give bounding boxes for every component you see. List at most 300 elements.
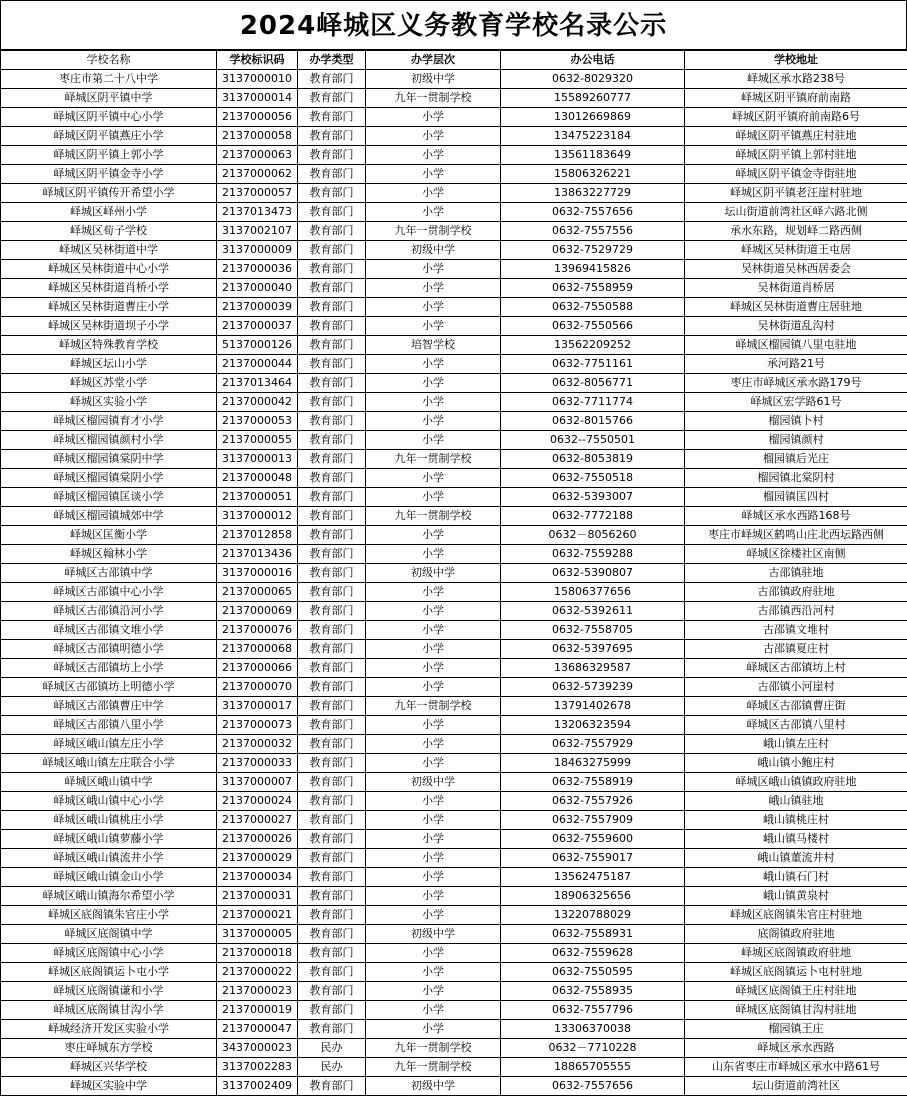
cell-school-level: 初级中学: [366, 70, 501, 89]
cell-school-name: 峄城区吴林街道中学: [1, 241, 217, 260]
cell-phone: 0632－8056260: [501, 526, 685, 545]
cell-school-level: 小学: [366, 393, 501, 412]
cell-school-type: 教育部门: [298, 1077, 366, 1096]
cell-school-code: 2137000056: [217, 108, 298, 127]
cell-school-type: 教育部门: [298, 564, 366, 583]
cell-school-type: 教育部门: [298, 222, 366, 241]
cell-address: 峄城区吴林街道王屯居: [685, 241, 907, 260]
cell-school-name: 峄城区古邵镇中学: [1, 564, 217, 583]
cell-school-name: 峄城区阴平镇金寺小学: [1, 165, 217, 184]
cell-phone: 0632-7557796: [501, 1001, 685, 1020]
cell-school-level: 九年一贯制学校: [366, 1039, 501, 1058]
table-row: [1, 602, 907, 621]
cell-address: 峄城区古邵镇坊上村: [685, 659, 907, 678]
cell-school-type: 教育部门: [298, 678, 366, 697]
cell-phone: 0632-5739239: [501, 678, 685, 697]
cell-school-name: 峄城区坛山小学: [1, 355, 217, 374]
cell-school-code: 3137000017: [217, 697, 298, 716]
cell-school-type: 教育部门: [298, 488, 366, 507]
table-row: [1, 621, 907, 640]
cell-address: 榴园镇北棠阴村: [685, 469, 907, 488]
cell-address: 峨山镇董流井村: [685, 849, 907, 868]
cell-school-code: 2137000029: [217, 849, 298, 868]
cell-school-type: 教育部门: [298, 944, 366, 963]
cell-school-code: 2137000033: [217, 754, 298, 773]
cell-school-name: 枣庄市第二十八中学: [1, 70, 217, 89]
cell-phone: 13791402678: [501, 697, 685, 716]
cell-school-type: 教育部门: [298, 1020, 366, 1039]
cell-school-type: 教育部门: [298, 982, 366, 1001]
cell-school-name: 峄城区荀子学校: [1, 222, 217, 241]
cell-school-code: 2137000021: [217, 906, 298, 925]
cell-school-name: 峄城区底阁镇甘沟小学: [1, 1001, 217, 1020]
table-row: [1, 564, 907, 583]
cell-address: 峨山镇马楼村: [685, 830, 907, 849]
cell-address: 峄城区底阁镇运卜屯村驻地: [685, 963, 907, 982]
cell-school-type: 教育部门: [298, 260, 366, 279]
cell-school-type: 教育部门: [298, 298, 366, 317]
cell-school-code: 2137012858: [217, 526, 298, 545]
cell-school-type: 教育部门: [298, 640, 366, 659]
table-row: [1, 944, 907, 963]
cell-address: 峄城区底阁镇王庄村驻地: [685, 982, 907, 1001]
cell-school-code: 2137000039: [217, 298, 298, 317]
cell-school-code: 2137000057: [217, 184, 298, 203]
header-school-type: 办学类型: [298, 51, 366, 70]
cell-address: 榴园镇卜村: [685, 412, 907, 431]
cell-school-name: 峄城区峨山镇中心小学: [1, 792, 217, 811]
cell-school-code: 3137000010: [217, 70, 298, 89]
cell-school-level: 小学: [366, 963, 501, 982]
cell-school-type: 教育部门: [298, 583, 366, 602]
cell-school-name: 峄城区榴园镇匡谈小学: [1, 488, 217, 507]
cell-school-code: 2137000070: [217, 678, 298, 697]
cell-school-code: 2137013436: [217, 545, 298, 564]
cell-phone: 18865705555: [501, 1058, 685, 1077]
cell-school-name: 峄城区峨山镇中学: [1, 773, 217, 792]
cell-school-code: 3137000009: [217, 241, 298, 260]
cell-school-level: 小学: [366, 583, 501, 602]
table-row: [1, 1001, 907, 1020]
cell-phone: 0632-7529729: [501, 241, 685, 260]
cell-address: 古邵镇西沿河村: [685, 602, 907, 621]
cell-phone: 18906325656: [501, 887, 685, 906]
cell-school-level: 小学: [366, 1001, 501, 1020]
cell-school-code: 3137002107: [217, 222, 298, 241]
cell-address: 峄城区承水路238号: [685, 70, 907, 89]
cell-address: 峨山镇左庄村: [685, 735, 907, 754]
cell-school-name: 峄城区阴平镇中学: [1, 89, 217, 108]
cell-school-level: 小学: [366, 279, 501, 298]
cell-school-name: 峄城区匡衡小学: [1, 526, 217, 545]
cell-school-type: 教育部门: [298, 621, 366, 640]
cell-address: 峄城区古邵镇曹庄街: [685, 697, 907, 716]
cell-school-level: 小学: [366, 830, 501, 849]
cell-school-level: 小学: [366, 754, 501, 773]
cell-school-code: 2137000073: [217, 716, 298, 735]
cell-address: 吴林街道吴林西居委会: [685, 260, 907, 279]
cell-school-code: 2137000055: [217, 431, 298, 450]
cell-address: 古邵镇夏庄村: [685, 640, 907, 659]
cell-phone: 0632-7559600: [501, 830, 685, 849]
cell-phone: 0632-7557656: [501, 1077, 685, 1096]
cell-school-level: 小学: [366, 735, 501, 754]
table-row: [1, 773, 907, 792]
cell-school-code: 3137000012: [217, 507, 298, 526]
cell-school-code: 2137000044: [217, 355, 298, 374]
table-row: [1, 925, 907, 944]
cell-phone: 0632--7550501: [501, 431, 685, 450]
table-row: [1, 526, 907, 545]
cell-school-code: 2137000022: [217, 963, 298, 982]
cell-school-code: 2137000037: [217, 317, 298, 336]
cell-address: 峨山镇驻地: [685, 792, 907, 811]
table-row: [1, 982, 907, 1001]
cell-school-type: 教育部门: [298, 868, 366, 887]
table-row: [1, 70, 907, 89]
cell-address: 古邵镇文堆村: [685, 621, 907, 640]
cell-school-level: 小学: [366, 298, 501, 317]
cell-address: 坛山街道前湾社区: [685, 1077, 907, 1096]
cell-phone: 15806326221: [501, 165, 685, 184]
cell-school-level: 小学: [366, 640, 501, 659]
cell-phone: 0632-8053819: [501, 450, 685, 469]
cell-school-code: 2137000036: [217, 260, 298, 279]
cell-phone: 0632-7558705: [501, 621, 685, 640]
cell-school-name: 峄城区实验中学: [1, 1077, 217, 1096]
cell-address: 峄城区底阁镇甘沟村驻地: [685, 1001, 907, 1020]
cell-address: 峄城区榴园镇八里屯驻地: [685, 336, 907, 355]
school-table: [0, 50, 907, 1096]
cell-phone: 13863227729: [501, 184, 685, 203]
cell-address: 峨山镇石门村: [685, 868, 907, 887]
cell-phone: 0632-7559017: [501, 849, 685, 868]
cell-school-level: 小学: [366, 678, 501, 697]
cell-school-name: 峄城区榴园镇棠阴小学: [1, 469, 217, 488]
cell-school-level: 小学: [366, 849, 501, 868]
cell-address: 峄城区承水西路: [685, 1039, 907, 1058]
cell-school-name: 峄城区峨山镇左庄小学: [1, 735, 217, 754]
cell-address: 承河路21号: [685, 355, 907, 374]
cell-school-name: 峄城区峨山镇桃庄小学: [1, 811, 217, 830]
cell-phone: 0632-5393007: [501, 488, 685, 507]
cell-school-level: 小学: [366, 165, 501, 184]
table-row: [1, 1058, 907, 1077]
cell-school-type: 教育部门: [298, 887, 366, 906]
cell-phone: 18463275999: [501, 754, 685, 773]
cell-school-type: 教育部门: [298, 526, 366, 545]
cell-school-level: 小学: [366, 1020, 501, 1039]
cell-school-name: 峄城区古邵镇坊上明德小学: [1, 678, 217, 697]
cell-school-code: 3137000013: [217, 450, 298, 469]
cell-school-type: 教育部门: [298, 830, 366, 849]
header-school-name: 学校名称: [1, 51, 217, 70]
cell-address: 古邵镇驻地: [685, 564, 907, 583]
cell-school-name: 峄城区峄州小学: [1, 203, 217, 222]
cell-school-level: 小学: [366, 127, 501, 146]
cell-school-code: 2137000063: [217, 146, 298, 165]
table-row: [1, 355, 907, 374]
cell-school-type: 教育部门: [298, 355, 366, 374]
cell-school-level: 小学: [366, 203, 501, 222]
cell-school-name: 峄城区底阁镇中心小学: [1, 944, 217, 963]
cell-school-level: 初级中学: [366, 925, 501, 944]
cell-school-name: 峄城区实验小学: [1, 393, 217, 412]
cell-school-code: 2137000053: [217, 412, 298, 431]
cell-school-level: 小学: [366, 982, 501, 1001]
cell-school-type: 教育部门: [298, 412, 366, 431]
cell-phone: 0632-7558935: [501, 982, 685, 1001]
cell-school-type: 教育部门: [298, 792, 366, 811]
cell-school-level: 小学: [366, 811, 501, 830]
cell-school-name: 峄城区古邵镇中心小学: [1, 583, 217, 602]
table-row: [1, 678, 907, 697]
cell-school-name: 峄城区榴园镇育才小学: [1, 412, 217, 431]
cell-school-name: 峄城区古邵镇明德小学: [1, 640, 217, 659]
cell-address: 榴园镇王庄: [685, 1020, 907, 1039]
cell-school-type: 教育部门: [298, 469, 366, 488]
cell-school-level: 小学: [366, 887, 501, 906]
cell-address: 坛山街道前湾社区峄六路北侧: [685, 203, 907, 222]
cell-address: 峄城区阴平镇金寺街驻地: [685, 165, 907, 184]
table-row: [1, 1020, 907, 1039]
cell-school-type: 教育部门: [298, 393, 366, 412]
cell-school-code: 2137000018: [217, 944, 298, 963]
cell-phone: 0632-7711774: [501, 393, 685, 412]
cell-school-name: 峄城区翰林小学: [1, 545, 217, 564]
table-row: [1, 583, 907, 602]
cell-school-name: 峄城区古邵镇沿河小学: [1, 602, 217, 621]
cell-address: 底阁镇政府驻地: [685, 925, 907, 944]
cell-address: 峄城区阴平镇府前南路: [685, 89, 907, 108]
table-row: [1, 89, 907, 108]
cell-school-code: 5137000126: [217, 336, 298, 355]
cell-school-name: 峄城区阴平镇上郭小学: [1, 146, 217, 165]
table-row: [1, 127, 907, 146]
cell-address: 峨山镇黄泉村: [685, 887, 907, 906]
cell-school-code: 2137000065: [217, 583, 298, 602]
cell-phone: 0632-7558931: [501, 925, 685, 944]
cell-school-type: 教育部门: [298, 602, 366, 621]
cell-school-type: 教育部门: [298, 89, 366, 108]
cell-school-type: 教育部门: [298, 279, 366, 298]
cell-school-name: 峄城区阴平镇燕庄小学: [1, 127, 217, 146]
cell-school-name: 峄城区苏堂小学: [1, 374, 217, 393]
cell-phone: 0632-7559628: [501, 944, 685, 963]
cell-school-type: 教育部门: [298, 773, 366, 792]
header-school-level: 办学层次: [366, 51, 501, 70]
cell-school-level: 小学: [366, 621, 501, 640]
cell-address: 峄城区徐楼社区南侧: [685, 545, 907, 564]
cell-school-type: 教育部门: [298, 450, 366, 469]
cell-phone: 0632-7559288: [501, 545, 685, 564]
cell-phone: 0632-8015766: [501, 412, 685, 431]
table-row: [1, 640, 907, 659]
cell-phone: 13306370038: [501, 1020, 685, 1039]
table-row: [1, 165, 907, 184]
table-row: [1, 450, 907, 469]
cell-school-type: 教育部门: [298, 545, 366, 564]
cell-address: 山东省枣庄市峄城区承水中路61号: [685, 1058, 907, 1077]
cell-school-level: 小学: [366, 906, 501, 925]
cell-school-type: 教育部门: [298, 697, 366, 716]
cell-school-name: 峄城区底阁镇运卜屯小学: [1, 963, 217, 982]
cell-address: 峄城区阴平镇府前南路6号: [685, 108, 907, 127]
cell-school-level: 小学: [366, 488, 501, 507]
cell-address: 峄城区吴林街道曹庄居驻地: [685, 298, 907, 317]
cell-school-type: 教育部门: [298, 241, 366, 260]
cell-school-code: 2137000068: [217, 640, 298, 659]
cell-school-type: 教育部门: [298, 716, 366, 735]
table-row: [1, 393, 907, 412]
cell-school-code: 2137000058: [217, 127, 298, 146]
table-row: [1, 716, 907, 735]
cell-school-name: 峄城经济开发区实验小学: [1, 1020, 217, 1039]
cell-address: 峄城区峨山镇镇政府驻地: [685, 773, 907, 792]
cell-school-code: 2137013473: [217, 203, 298, 222]
cell-school-level: 初级中学: [366, 241, 501, 260]
cell-school-level: 小学: [366, 944, 501, 963]
cell-phone: 0632-7550518: [501, 469, 685, 488]
cell-school-level: 小学: [366, 526, 501, 545]
cell-address: 榴园镇颜村: [685, 431, 907, 450]
cell-school-name: 峄城区吴林街道曹庄小学: [1, 298, 217, 317]
cell-school-code: 2137000026: [217, 830, 298, 849]
cell-address: 峨山镇桃庄村: [685, 811, 907, 830]
cell-address: 榴园镇匡四村: [685, 488, 907, 507]
cell-address: 枣庄市峄城区鹤鸣山庄北西坛路西侧: [685, 526, 907, 545]
cell-address: 峄城区古邵镇八里村: [685, 716, 907, 735]
cell-address: 峄城区阴平镇上郭村驻地: [685, 146, 907, 165]
cell-school-type: 教育部门: [298, 127, 366, 146]
table-row: [1, 374, 907, 393]
cell-phone: 13220788029: [501, 906, 685, 925]
cell-phone: 0632-5390807: [501, 564, 685, 583]
cell-phone: 13686329587: [501, 659, 685, 678]
table-row: [1, 317, 907, 336]
cell-school-type: 教育部门: [298, 184, 366, 203]
cell-phone: 0632-7550595: [501, 963, 685, 982]
cell-phone: 0632-7557909: [501, 811, 685, 830]
cell-address: 吴林街道肖桥居: [685, 279, 907, 298]
table-row: [1, 906, 907, 925]
table-row: [1, 469, 907, 488]
cell-school-level: 培智学校: [366, 336, 501, 355]
table-row: [1, 488, 907, 507]
cell-phone: 0632-8056771: [501, 374, 685, 393]
cell-address: 枣庄市峄城区承水路179号: [685, 374, 907, 393]
table-row: [1, 507, 907, 526]
table-row: [1, 431, 907, 450]
cell-phone: 13561183649: [501, 146, 685, 165]
cell-phone: 0632-7557926: [501, 792, 685, 811]
cell-phone: 15589260777: [501, 89, 685, 108]
cell-school-name: 峄城区吴林街道中心小学: [1, 260, 217, 279]
cell-school-code: 3137002409: [217, 1077, 298, 1096]
cell-phone: 0632-8029320: [501, 70, 685, 89]
cell-school-name: 峄城区古邵镇文堆小学: [1, 621, 217, 640]
cell-address: 榴园镇后光庄: [685, 450, 907, 469]
cell-school-level: 九年一贯制学校: [366, 507, 501, 526]
cell-school-code: 2137000062: [217, 165, 298, 184]
table-row: [1, 1077, 907, 1096]
cell-phone: 0632-7751161: [501, 355, 685, 374]
cell-school-name: 枣庄峄城东方学校: [1, 1039, 217, 1058]
table-row: [1, 241, 907, 260]
cell-phone: 15806377656: [501, 583, 685, 602]
cell-school-type: 教育部门: [298, 374, 366, 393]
header-address: 学校地址: [685, 51, 907, 70]
cell-school-code: 2137013464: [217, 374, 298, 393]
table-row: [1, 545, 907, 564]
table-row: [1, 887, 907, 906]
table-row: [1, 830, 907, 849]
cell-phone: 0632－7710228: [501, 1039, 685, 1058]
cell-address: 吴林街道乱沟村: [685, 317, 907, 336]
cell-school-code: 2137000023: [217, 982, 298, 1001]
cell-school-code: 2137000040: [217, 279, 298, 298]
cell-school-code: 2137000047: [217, 1020, 298, 1039]
cell-school-level: 小学: [366, 659, 501, 678]
cell-school-code: 3137002283: [217, 1058, 298, 1077]
cell-address: 古邵镇小河崖村: [685, 678, 907, 697]
cell-address: 古邵镇政府驻地: [685, 583, 907, 602]
table-row: [1, 811, 907, 830]
cell-school-name: 峄城区峨山镇左庄联合小学: [1, 754, 217, 773]
cell-school-type: 教育部门: [298, 906, 366, 925]
cell-school-code: 2137000051: [217, 488, 298, 507]
cell-school-type: 教育部门: [298, 317, 366, 336]
cell-school-level: 小学: [366, 792, 501, 811]
cell-school-level: 九年一贯制学校: [366, 89, 501, 108]
cell-phone: 0632-7558919: [501, 773, 685, 792]
cell-school-name: 峄城区古邵镇曹庄中学: [1, 697, 217, 716]
table-row: [1, 1039, 907, 1058]
cell-school-type: 教育部门: [298, 108, 366, 127]
cell-phone: 0632-7550588: [501, 298, 685, 317]
cell-school-name: 峄城区峨山镇海尔希望小学: [1, 887, 217, 906]
table-row: [1, 146, 907, 165]
cell-phone: 13012669869: [501, 108, 685, 127]
cell-school-level: 小学: [366, 469, 501, 488]
page-title: 2024峄城区义务教育学校名录公示: [0, 0, 907, 50]
cell-school-type: 教育部门: [298, 811, 366, 830]
table-row: [1, 868, 907, 887]
cell-school-level: 小学: [366, 146, 501, 165]
cell-school-level: 小学: [366, 545, 501, 564]
cell-phone: 0632-5392611: [501, 602, 685, 621]
cell-school-name: 峄城区峨山镇金山小学: [1, 868, 217, 887]
table-row: [1, 412, 907, 431]
cell-school-code: 3137000005: [217, 925, 298, 944]
cell-school-name: 峄城区吴林街道肖桥小学: [1, 279, 217, 298]
cell-school-name: 峄城区峨山镇流井小学: [1, 849, 217, 868]
cell-school-type: 教育部门: [298, 963, 366, 982]
cell-address: 峄城区承水西路168号: [685, 507, 907, 526]
cell-school-name: 峄城区兴华学校: [1, 1058, 217, 1077]
header-school-code: 学校标识码: [217, 51, 298, 70]
cell-address: 峄城区底阁镇政府驻地: [685, 944, 907, 963]
cell-school-code: 2137000027: [217, 811, 298, 830]
cell-school-code: 2137000019: [217, 1001, 298, 1020]
cell-school-type: 教育部门: [298, 925, 366, 944]
cell-school-name: 峄城区阴平镇传开希望小学: [1, 184, 217, 203]
table-row: [1, 697, 907, 716]
cell-school-name: 峄城区底阁镇朱官庄小学: [1, 906, 217, 925]
cell-school-type: 民办: [298, 1058, 366, 1077]
cell-school-name: 峄城区峨山镇萝藤小学: [1, 830, 217, 849]
cell-school-type: 教育部门: [298, 165, 366, 184]
